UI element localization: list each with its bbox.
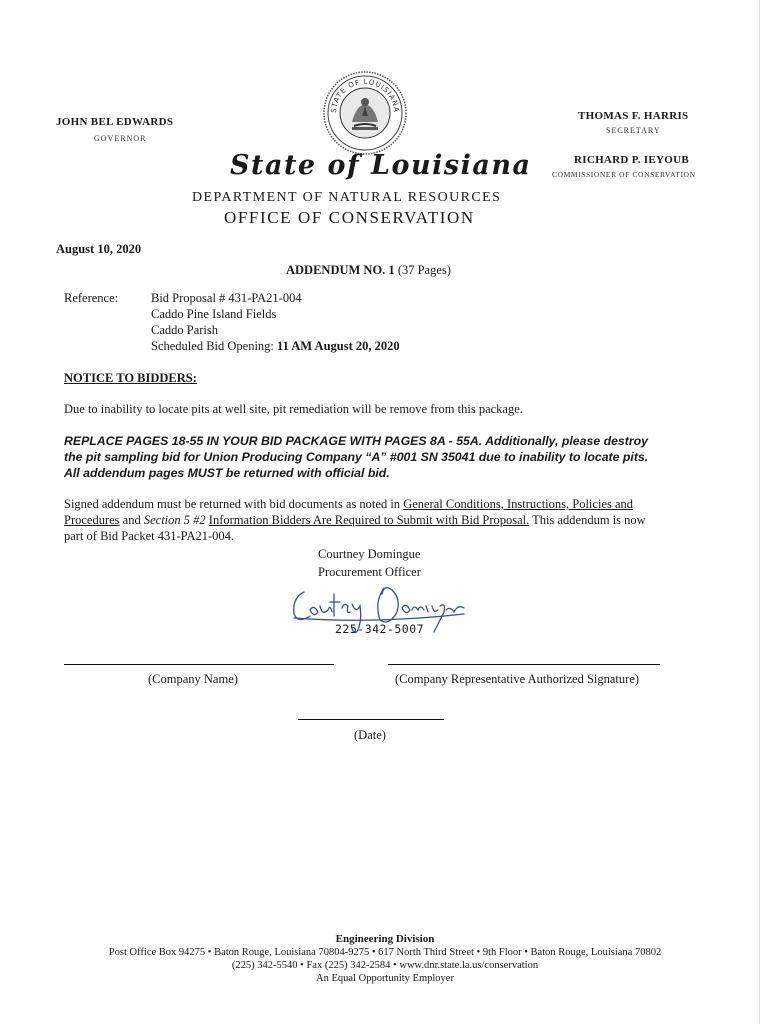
signed-line-2 <box>64 512 704 528</box>
section-ref: Section 5 #2 <box>143 513 206 527</box>
replace-instructions <box>64 433 724 481</box>
general-conditions-ref: General Conditions, Instructions, Policies and <box>403 497 634 511</box>
company-signature-line[interactable] <box>388 664 660 665</box>
state-title: State of Louisiana <box>230 150 532 181</box>
page-edge <box>759 0 760 1024</box>
information-bidders-ref: Information Bidders Are Required to Submit with Bid Proposal. <box>208 513 530 527</box>
notice-text: Due to inability to locate pits at well site, pit remediation will be remove from this package. <box>64 402 523 416</box>
signed-line-3: part of Bid Packet 431-PA21-004. <box>64 529 235 543</box>
reference-label: Reference: <box>64 291 119 305</box>
addendum-heading <box>286 262 451 278</box>
bid-opening-value: 11 AM August 20, 2020 <box>277 339 400 353</box>
footer-eoe: An Equal Opportunity Employer <box>316 973 454 984</box>
governor-title: GOVERNOR <box>94 134 147 143</box>
date-label: (Date) <box>354 728 386 742</box>
company-name-label: (Company Name) <box>148 672 238 686</box>
reference-bid-proposal: Bid Proposal # 431-PA21-004 <box>151 291 302 305</box>
company-signature-label: (Company Representative Authorized Signature) <box>395 672 640 686</box>
governor-name: JOHN BEL EDWARDS <box>56 116 174 128</box>
bid-opening-label: Scheduled Bid Opening: <box>151 339 274 353</box>
replace-line-1: REPLACE PAGES 18-55 IN YOUR BID PACKAGE WITH PAGES 8A - 55A. Additionally, please destroy <box>64 434 648 448</box>
notice-heading: NOTICE TO BIDDERS: <box>64 371 197 385</box>
commissioner-title: COMMISSIONER OF CONSERVATION <box>552 170 696 179</box>
signer-name: Courtney Domingue <box>318 547 421 561</box>
office-name: OFFICE OF CONSERVATION <box>224 208 475 227</box>
footer-contact: (225) 342-5540 • Fax (225) 342-2584 • www.dnr.state.la.us/conservation <box>231 960 539 971</box>
signer-title: Procurement Officer <box>318 565 421 579</box>
footer-division: Engineering Division <box>335 933 435 945</box>
addendum-pages: (37 Pages) <box>397 263 451 277</box>
secretary-title: SECRETARY <box>606 126 661 135</box>
reference-fields: Caddo Pine Island Fields <box>151 307 277 321</box>
commissioner-name: RICHARD P. IEYOUB <box>574 154 690 166</box>
procedures-ref: Procedures <box>64 513 120 527</box>
signed-text-4: This addendum is now <box>529 513 646 527</box>
signed-text-1: Signed addendum must be returned with bid documents as noted in <box>64 497 404 511</box>
department-name: DEPARTMENT OF NATURAL RESOURCES <box>192 190 502 205</box>
addendum-label: ADDENDUM NO. 1 <box>286 263 395 277</box>
signed-paragraph <box>64 496 704 544</box>
replace-line-2: the pit sampling bid for Union Producing Company “A” #001 SN 35041 due to inability to locate pits. <box>64 450 649 464</box>
letter-date: August 10, 2020 <box>56 242 142 256</box>
svg-text:STATE OF LOUISIANA: STATE OF LOUISIANA <box>329 77 401 114</box>
footer-address: Post Office Box 94275 • Baton Rouge, Louisiana 70804-9275 • 617 North Third Street • 9th Floor • Baton Rouge, Louisiana 70802 <box>108 947 662 958</box>
company-name-line[interactable] <box>64 664 334 665</box>
date-line[interactable] <box>298 719 444 720</box>
signed-line-1 <box>64 496 704 512</box>
reference-block <box>151 290 400 354</box>
replace-line-3: All addendum pages MUST be returned with official bid. <box>64 466 390 480</box>
reference-bid-opening <box>151 338 400 354</box>
reference-parish: Caddo Parish <box>151 323 219 337</box>
secretary-name: THOMAS F. HARRIS <box>578 110 689 122</box>
signer-phone: 225-342-5007 <box>335 622 425 636</box>
footer <box>10 933 760 985</box>
state-seal <box>322 70 408 156</box>
signed-text-2: and <box>119 513 144 527</box>
